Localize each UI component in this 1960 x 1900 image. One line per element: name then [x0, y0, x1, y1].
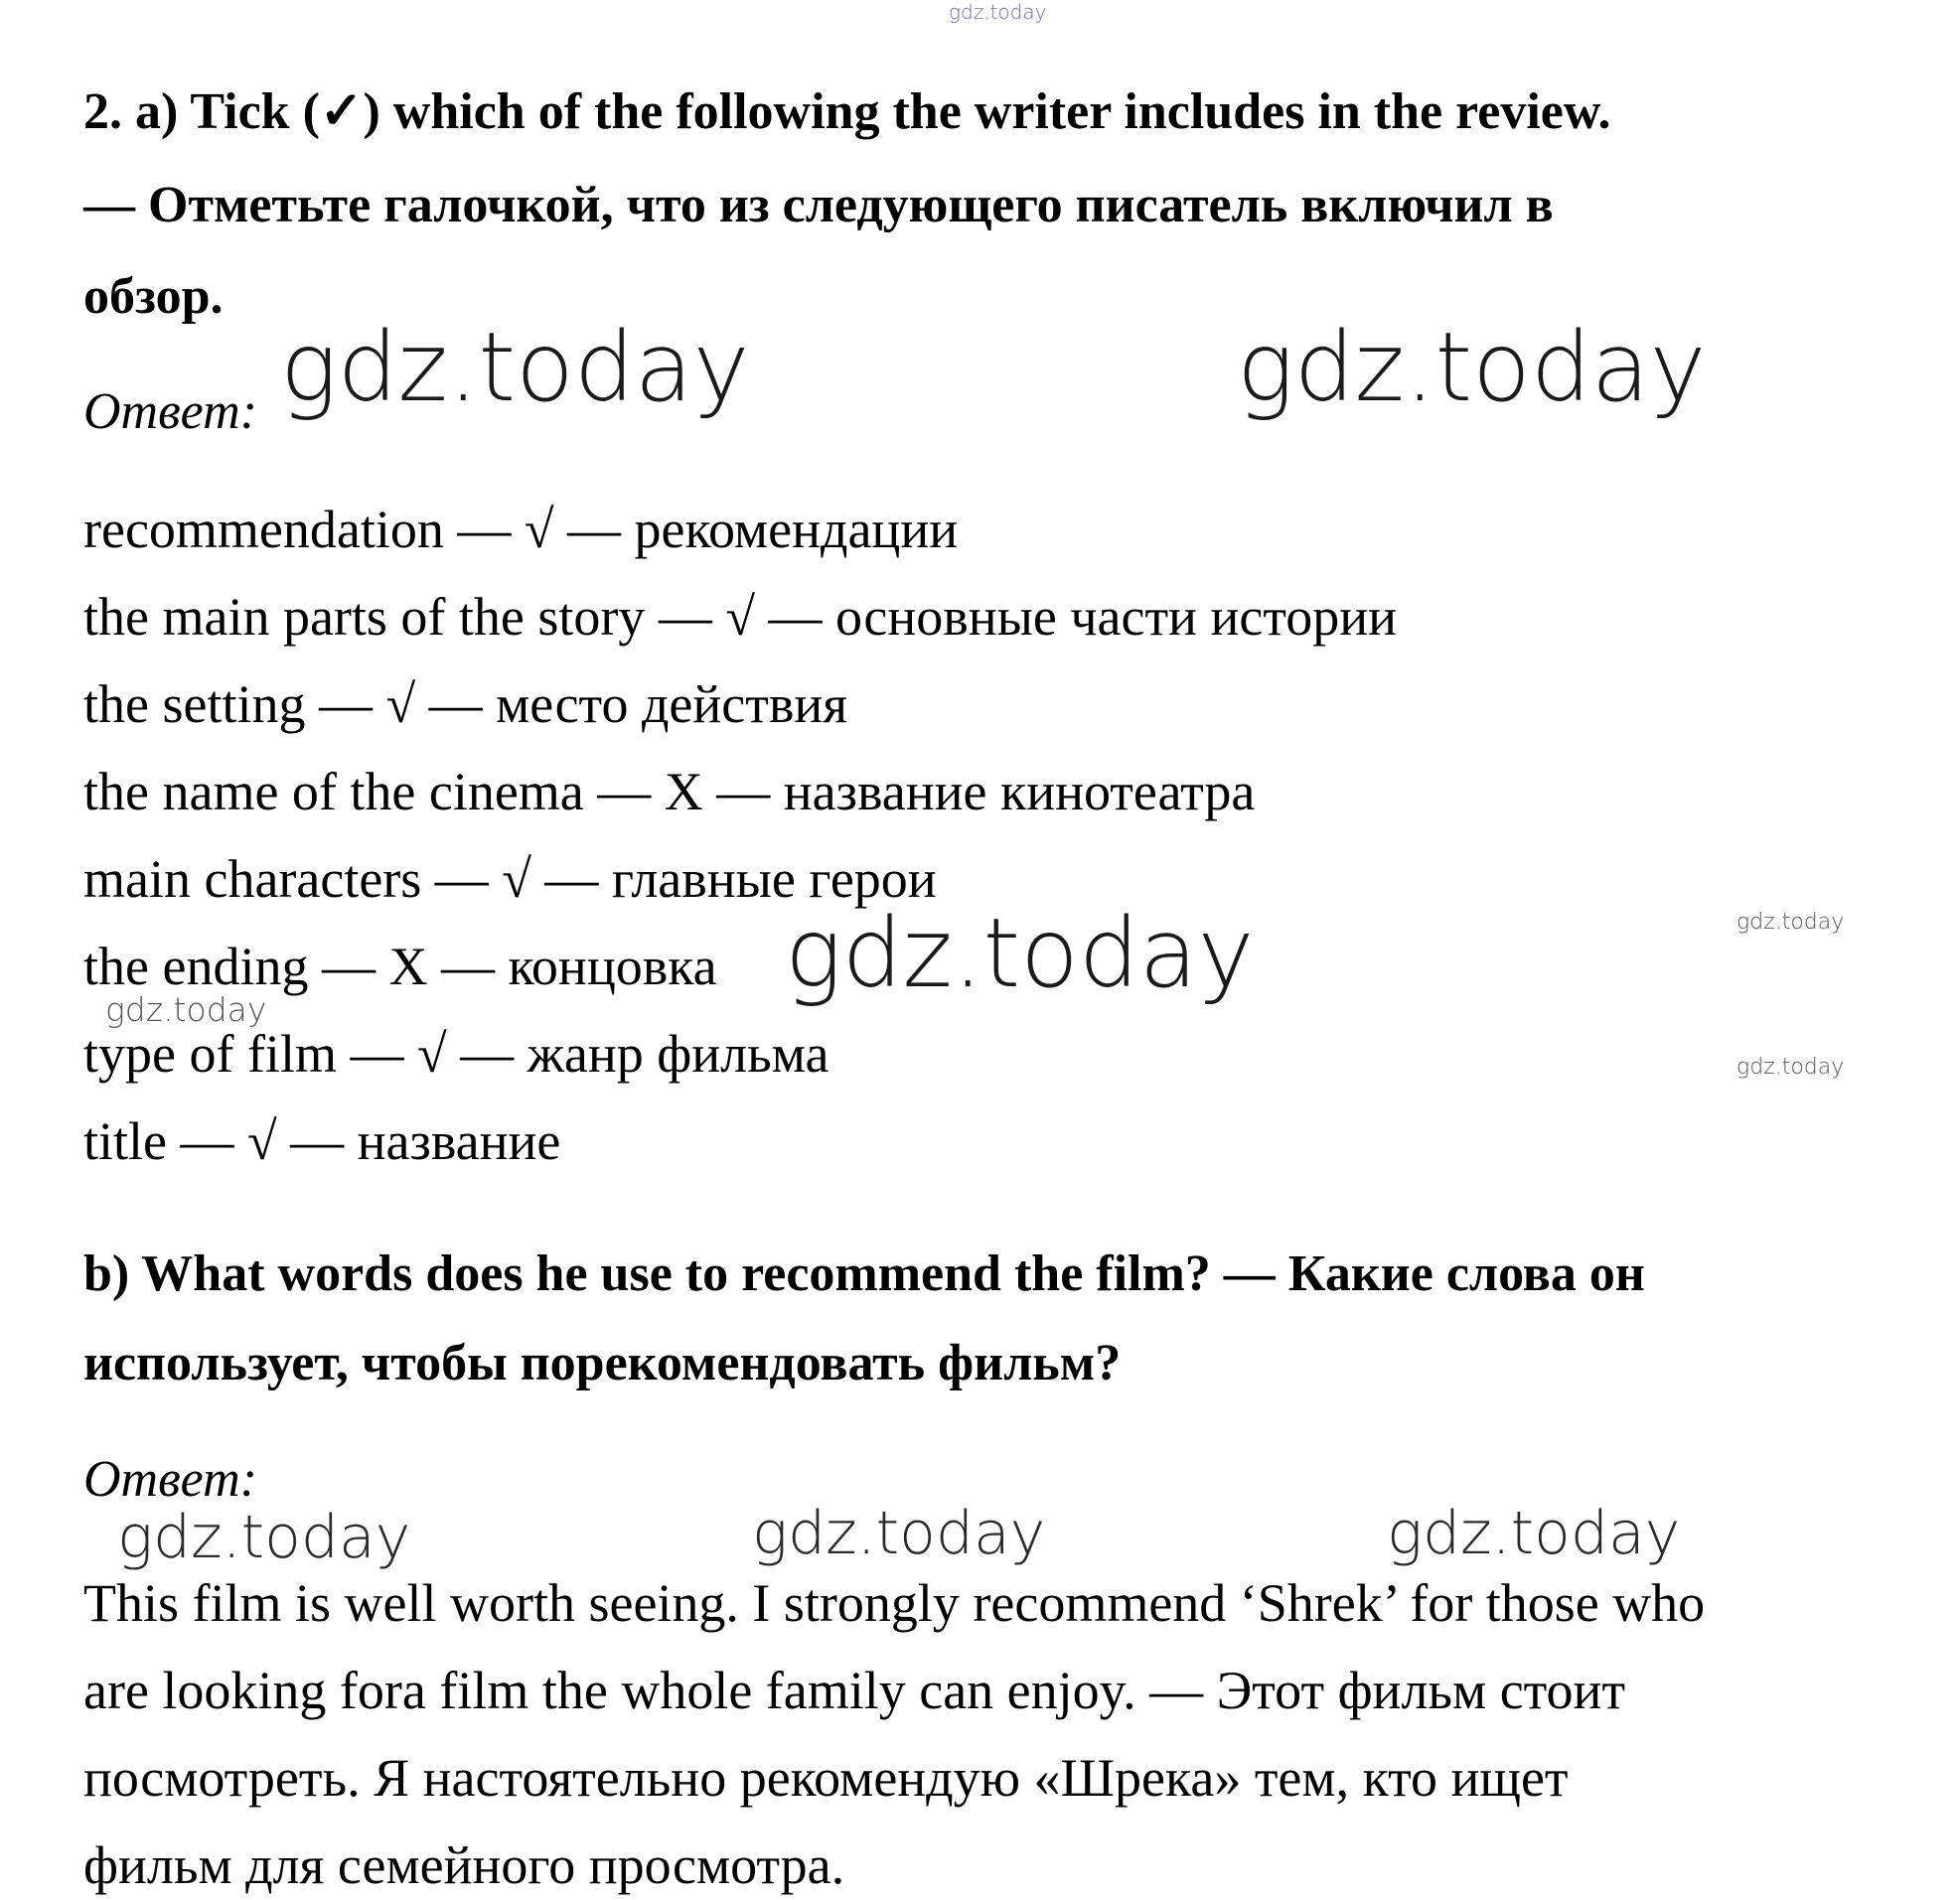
- task-a-heading-line1: 2. a) Tick (✓) which of the following the writer includes in the review.: [83, 83, 1611, 140]
- task-a-heading-line2: — Отметьте галочкой, что из следующего писатель включил в: [83, 177, 1554, 233]
- task-b-answer-label: Ответ:: [83, 1451, 257, 1508]
- watermark-top: gdz.today: [949, 0, 1047, 24]
- watermark-large-3: gdz.today: [785, 898, 1255, 1009]
- watermark-small-right-1: gdz.today: [1736, 910, 1845, 935]
- list-item: recommendation — √ — рекомендации: [83, 500, 959, 559]
- task-a-heading-line3: обзор.: [83, 268, 224, 325]
- answer-line: are looking fora film the whole family can enjoy. — Этот фильм стоит: [83, 1661, 1626, 1720]
- task-a-answer-label: Ответ:: [83, 383, 257, 440]
- answer-line: посмотреть. Я настоятельно рекомендую «Шрека» тем, кто ищет: [83, 1748, 1569, 1808]
- watermark-medium-3: gdz.today: [1387, 1499, 1681, 1568]
- watermark-medium-2: gdz.today: [752, 1499, 1046, 1568]
- watermark-small-left: gdz.today: [105, 990, 267, 1029]
- task-b-heading-line2: использует, чтобы порекомендовать фильм?: [83, 1335, 1122, 1391]
- answer-line: This film is well worth seeing. I strongly recommend ‘Shrek’ for those who: [83, 1573, 1706, 1633]
- task-b-heading-line1: b) What words does he use to recommend the film? — Какие слова он: [83, 1245, 1645, 1302]
- watermark-large-1: gdz.today: [280, 312, 750, 423]
- list-item: the setting — √ — место действия: [83, 674, 848, 734]
- watermark-large-2: gdz.today: [1237, 312, 1707, 423]
- list-item: title — √ — название: [83, 1111, 561, 1171]
- watermark-small-right-2: gdz.today: [1736, 1055, 1845, 1080]
- answer-line: фильм для семейного просмотра.: [83, 1835, 845, 1895]
- list-item: type of film — √ — жанр фильма: [83, 1024, 829, 1084]
- list-item: main characters — √ — главные герои: [83, 849, 937, 909]
- list-item: the ending — X — концовка: [83, 937, 717, 996]
- list-item: the name of the cinema — X — название кинотеатра: [83, 762, 1256, 821]
- watermark-medium-1: gdz.today: [117, 1503, 411, 1572]
- list-item: the main parts of the story — √ — основные части истории: [83, 587, 1397, 647]
